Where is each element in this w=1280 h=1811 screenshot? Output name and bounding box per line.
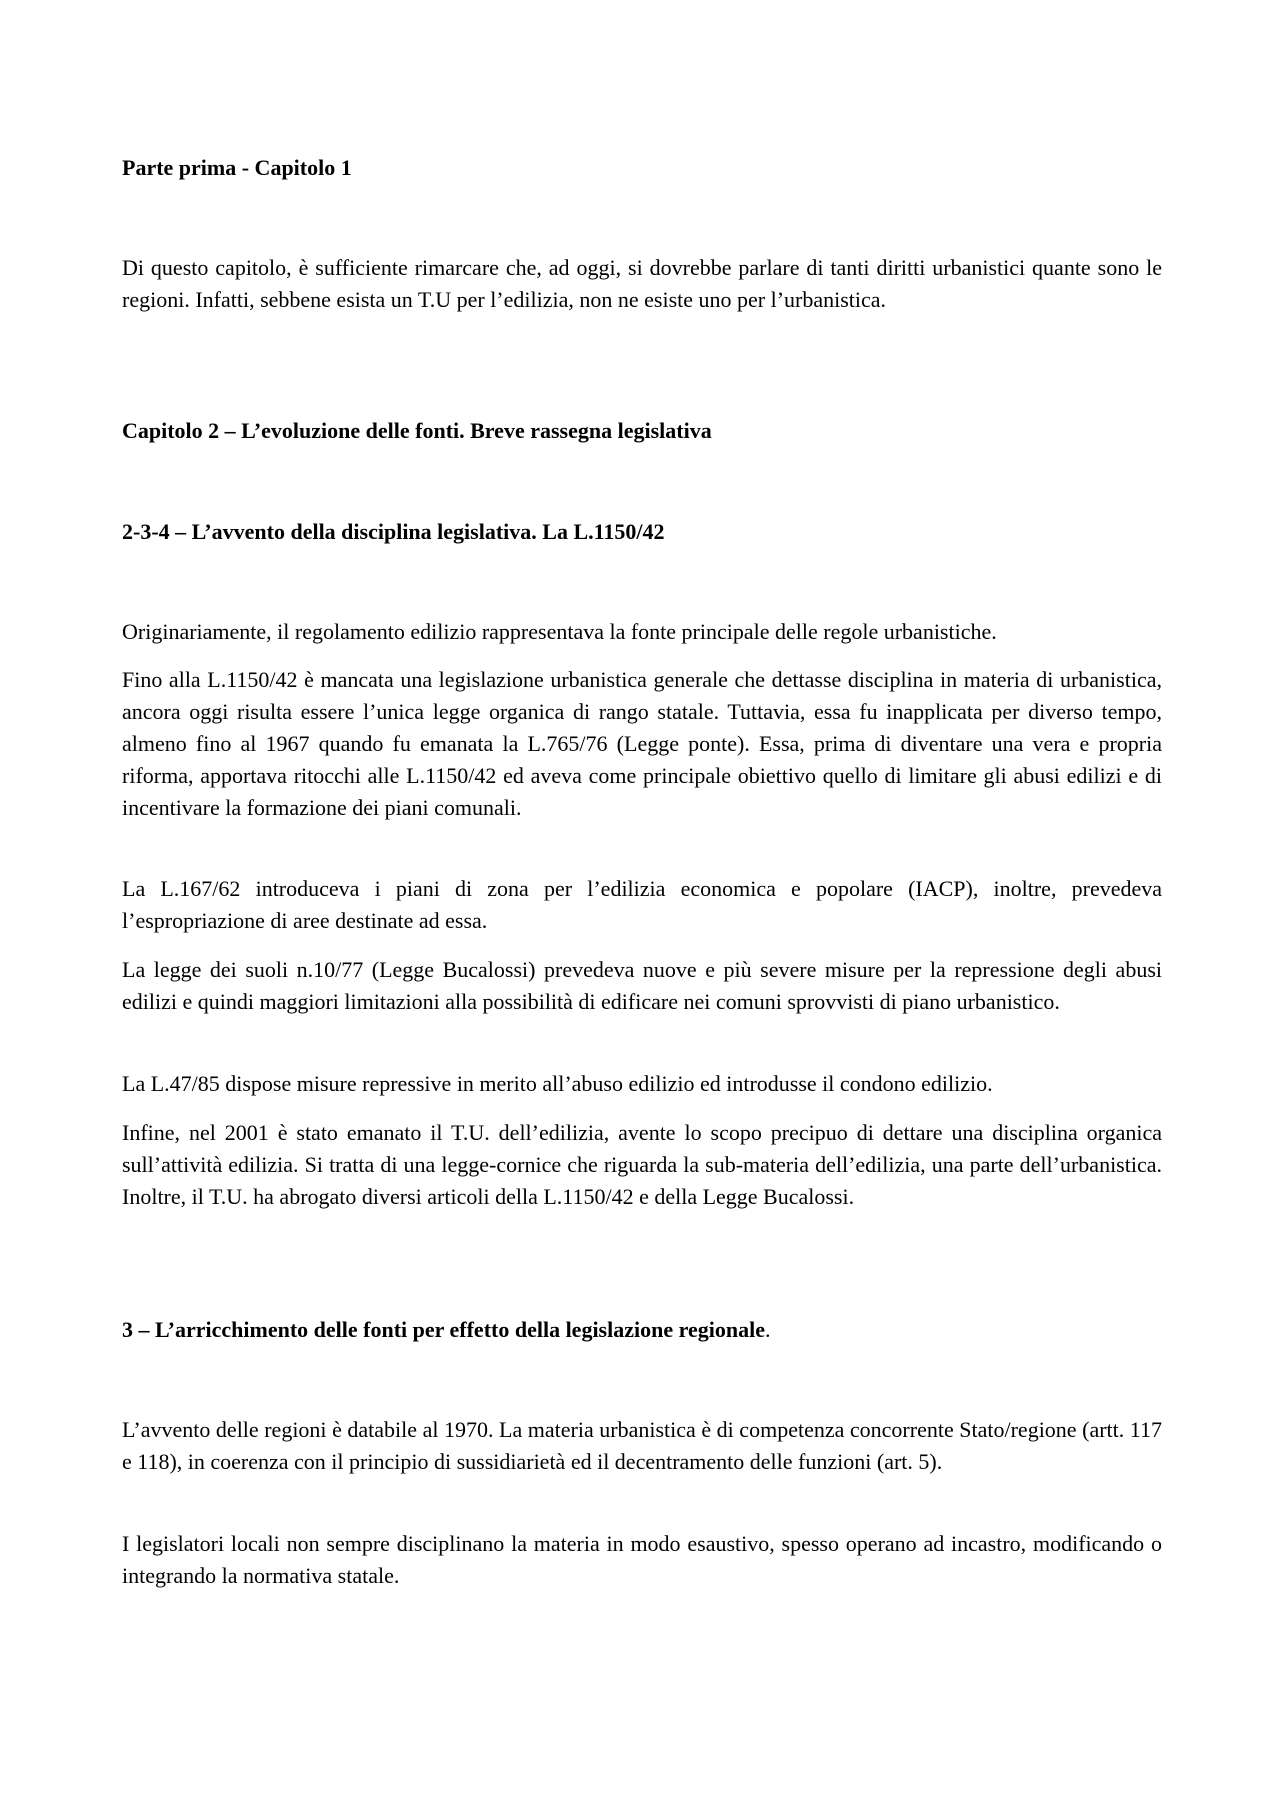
heading-parte-prima: Parte prima - Capitolo 1 bbox=[122, 155, 352, 180]
heading-section-3-period: . bbox=[764, 1317, 771, 1342]
paragraph-tu-edilizia: Infine, nel 2001 è stato emanato il T.U. dell’edilizia, avente lo scopo precipuo di dettare una disciplina organica sull’attività edilizia. Si tratta di una legge-cornice che riguarda la sub-materia dell’edilizia, una parte dell’urbanistica. Inoltre, il T.U. ha abrogato diversi articoli della L.1150/42 e della Legge Bucalossi. bbox=[122, 1120, 1162, 1209]
paragraph-regioni: L’avvento delle regioni è databile al 1970. La materia urbanistica è di competenza concorrente Stato/regione (artt. 117 e 118), in coerenza con il principio di sussidiarietà ed il decentramento delle funzioni (art. 5). bbox=[122, 1417, 1162, 1474]
paragraph-legislatori-locali: I legislatori locali non sempre disciplinano la materia in modo esaustivo, spesso operano ad incastro, modificando o integrando la normativa statale. bbox=[122, 1531, 1162, 1588]
heading-section-2-3-4: 2-3-4 – L’avvento della disciplina legislativa. La L.1150/42 bbox=[122, 519, 665, 544]
heading-section-3-text: 3 – L’arricchimento delle fonti per effetto della legislazione regionale bbox=[122, 1317, 765, 1342]
heading-section-3 bbox=[122, 1314, 1162, 1346]
paragraph-l47: La L.47/85 dispose misure repressive in merito all’abuso edilizio ed introdusse il condono edilizio. bbox=[122, 1071, 993, 1096]
paragraph-l167: La L.167/62 introduceva i piani di zona per l’edilizia economica e popolare (IACP), inoltre, prevedeva l’espropriazione di aree destinate ad essa. bbox=[122, 876, 1162, 933]
heading-capitolo-2: Capitolo 2 – L’evoluzione delle fonti. Breve rassegna legislativa bbox=[122, 418, 712, 443]
paragraph-legge-suoli: La legge dei suoli n.10/77 (Legge Bucalossi) prevedeva nuove e più severe misure per la repressione degli abusi edilizi e quindi maggiori limitazioni alla possibilità di edificare nei comuni sprovvisti di piano urbanistico. bbox=[122, 957, 1162, 1014]
paragraph-l1150: Fino alla L.1150/42 è mancata una legislazione urbanistica generale che dettasse disciplina in materia di urbanistica, ancora oggi risulta essere l’unica legge organica di rango statale. Tuttavia, essa fu inapplicata per diverso tempo, almeno fino al 1967 quando fu emanata la L.765/76 (Legge ponte). Essa, prima di diventare una vera e propria riforma, apportava ritocchi alle L.1150/42 ed aveva come principale obiettivo quello di limitare gli abusi edilizi e di incentivare la formazione dei piani comunali. bbox=[122, 667, 1162, 820]
paragraph-originariamente: Originariamente, il regolamento edilizio rappresentava la fonte principale delle regole urbanistiche. bbox=[122, 619, 997, 644]
paragraph-intro: Di questo capitolo, è sufficiente rimarcare che, ad oggi, si dovrebbe parlare di tanti diritti urbanistici quante sono le regioni. Infatti, sebbene esista un T.U per l’edilizia, non ne esiste uno per l’urbanistica. bbox=[122, 255, 1162, 312]
